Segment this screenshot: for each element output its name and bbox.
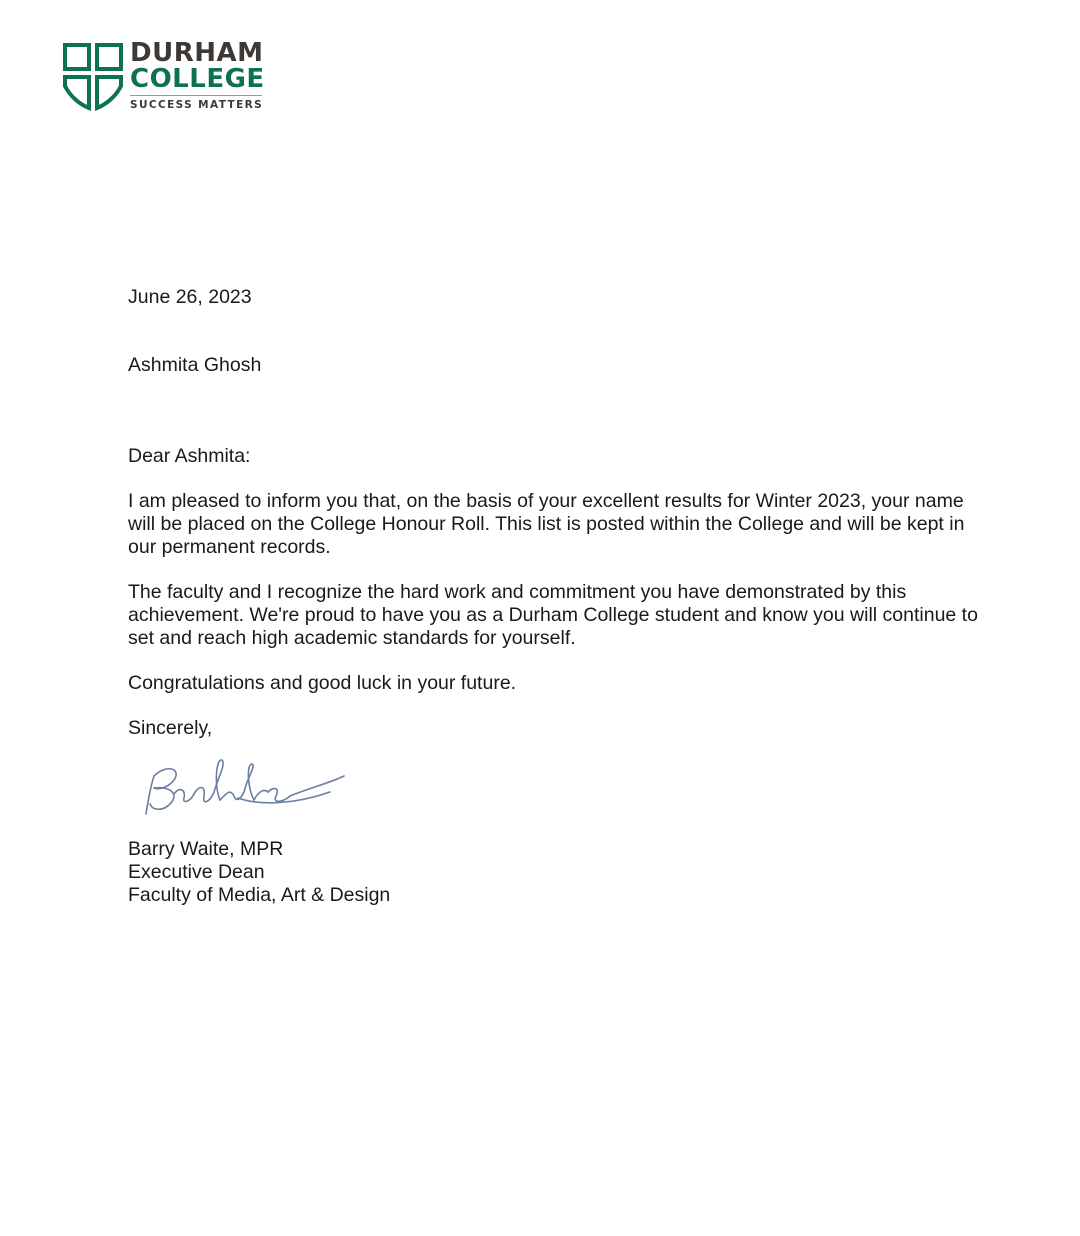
college-logo	[62, 40, 282, 116]
recipient-name: Ashmita Ghosh	[128, 354, 262, 376]
body-paragraph-1: I am pleased to inform you that, on the basis of your excellent results for Winter 2023, your name will be placed on the College Honour Roll. This list is posted within the College and will be kept in our permanent records.	[128, 490, 965, 558]
handwritten-signature	[140, 746, 350, 826]
signatory-faculty: Faculty of Media, Art & Design	[128, 884, 391, 906]
shield-logo-icon	[62, 42, 124, 112]
letter-date: June 26, 2023	[128, 286, 252, 308]
logo-wordmark	[130, 40, 280, 111]
logo-divider	[130, 95, 262, 96]
logo-name-line2: COLLEGE	[130, 64, 265, 94]
logo-name-line1: DURHAM	[130, 38, 264, 68]
signoff: Sincerely,	[128, 717, 213, 739]
letter-body	[128, 286, 978, 907]
closing-line: Congratulations and good luck in your future.	[128, 672, 517, 694]
signatory-title: Executive Dean	[128, 861, 265, 883]
body-paragraph-2: The faculty and I recognize the hard work and commitment you have demonstrated by this achievement. We're proud to have you as a Durham College student and know you will continue to set and reach high academic standards for yourself.	[128, 581, 978, 649]
logo-tagline: SUCCESS MATTERS	[130, 99, 264, 111]
salutation: Dear Ashmita:	[128, 445, 251, 467]
signatory-name: Barry Waite, MPR	[128, 838, 284, 860]
